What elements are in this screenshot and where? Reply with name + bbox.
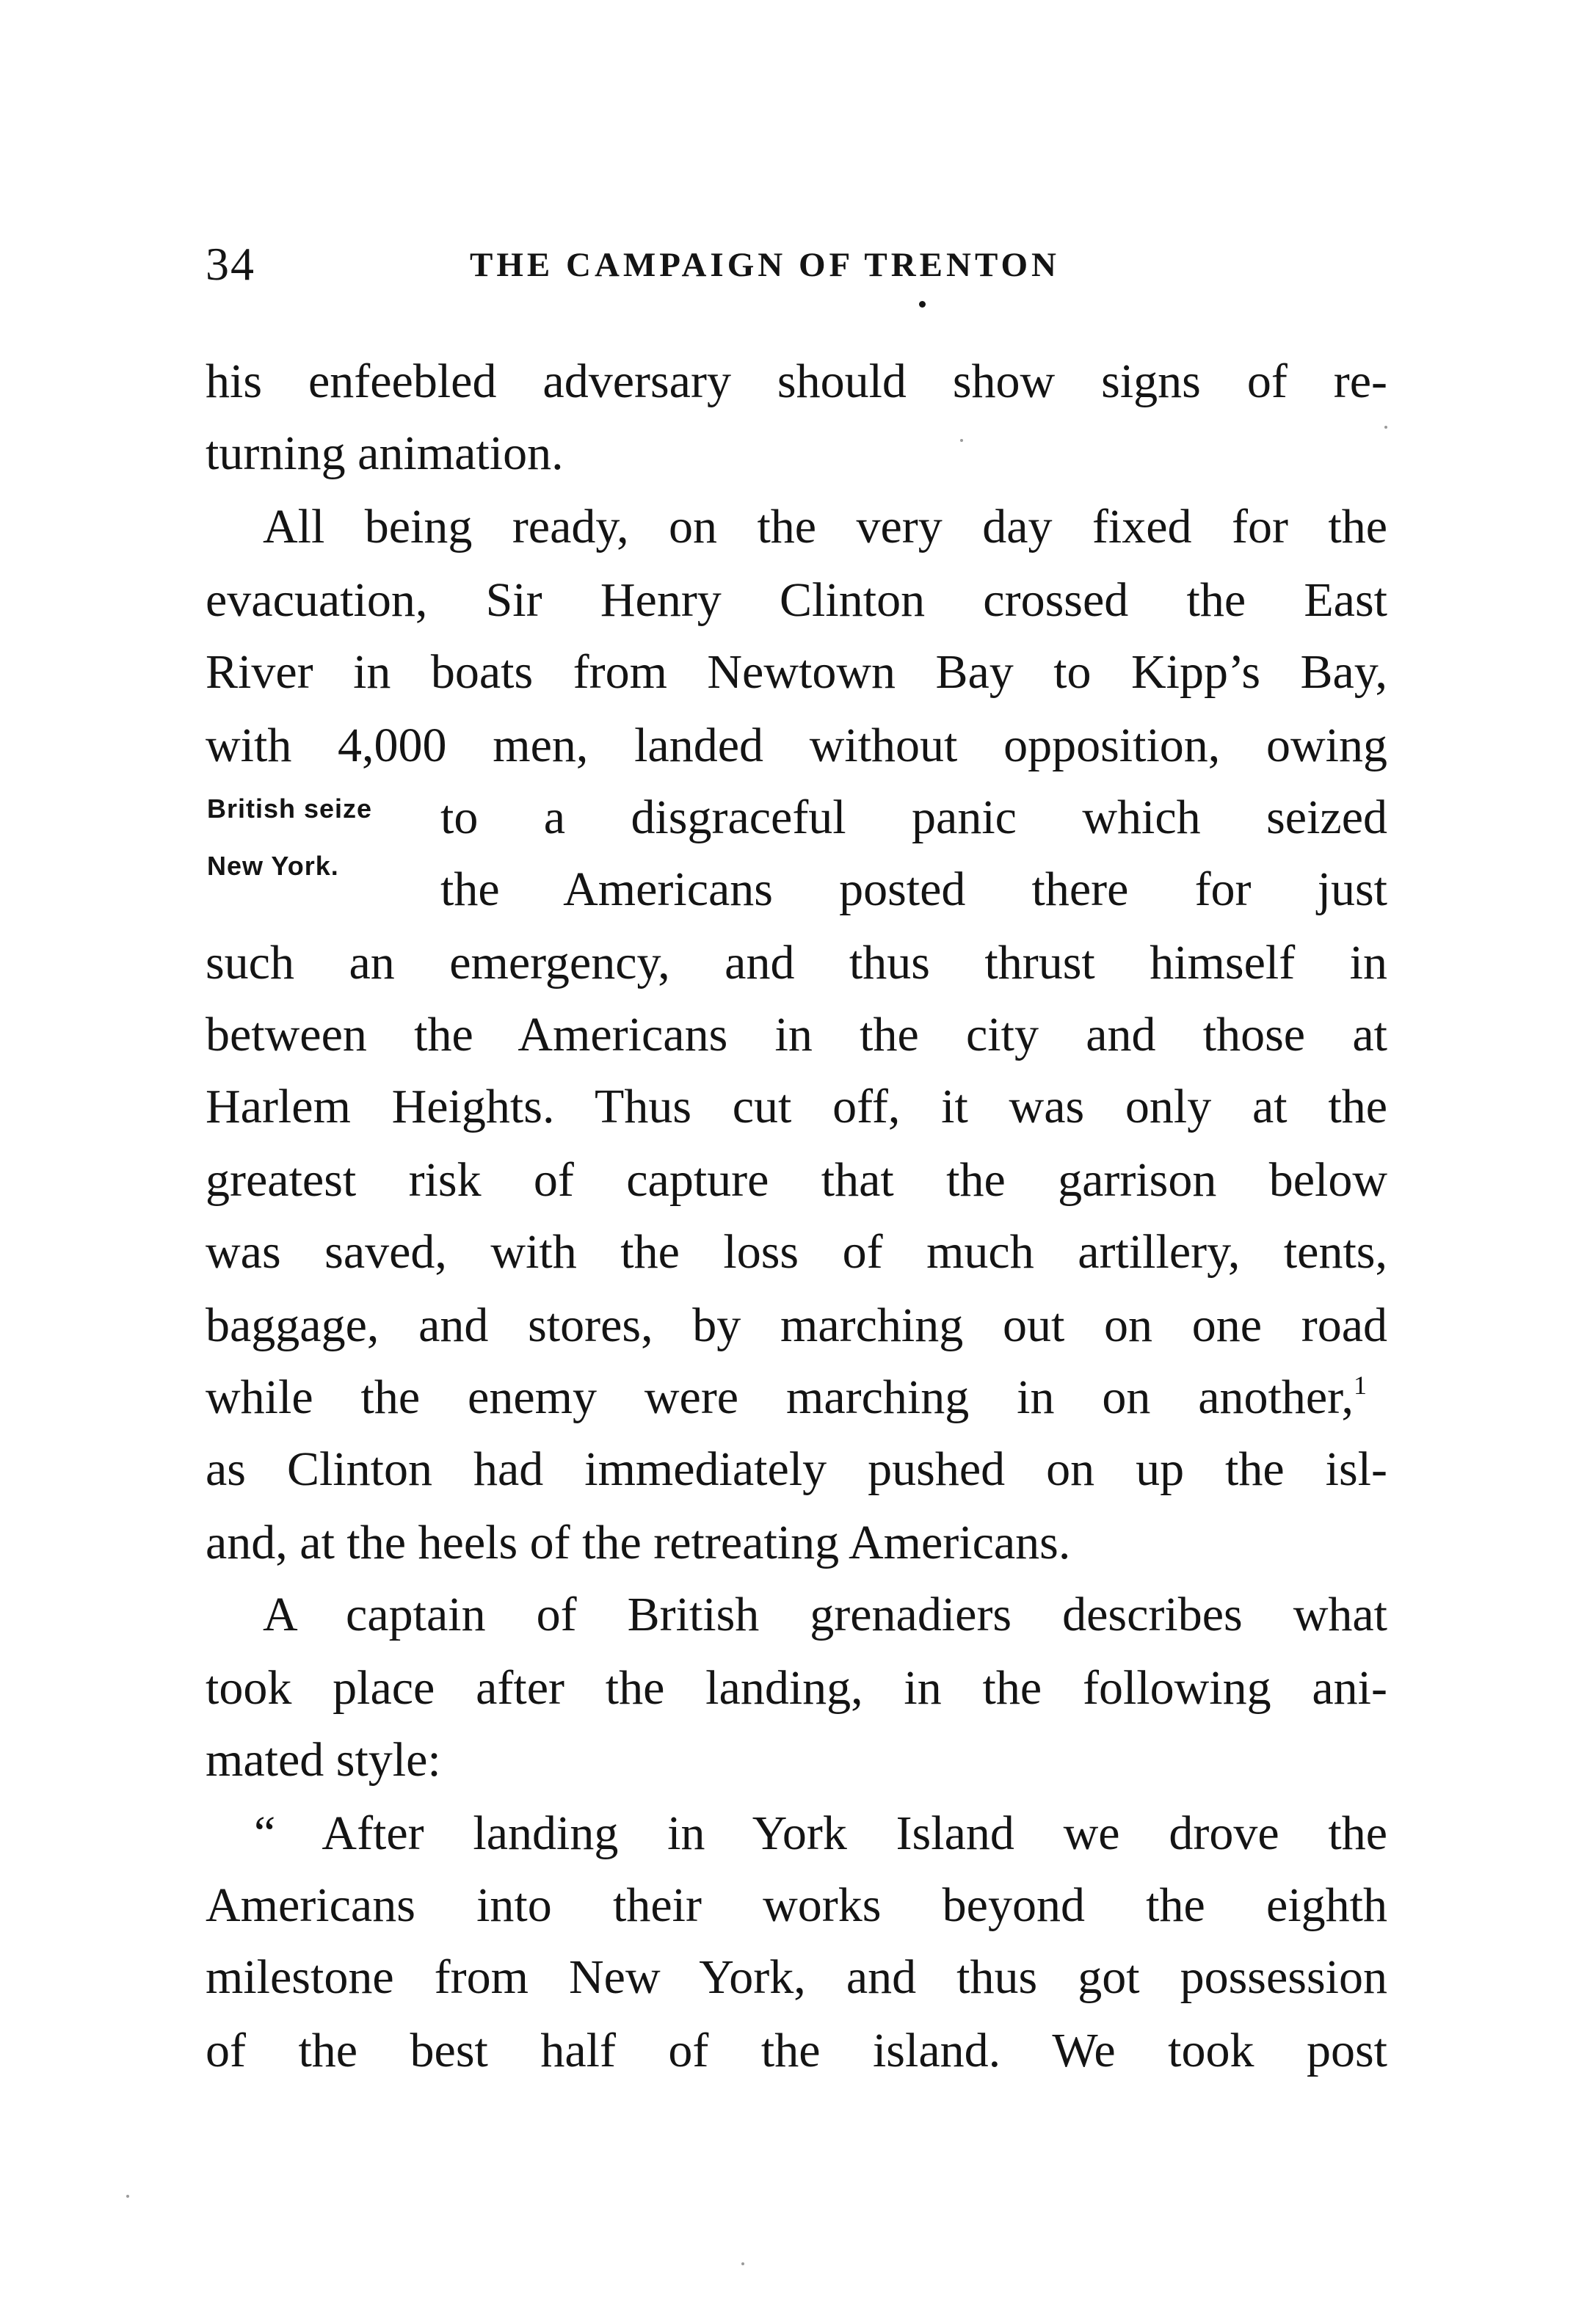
text-line-17: and, at the heels of the retreating Americans. (206, 1516, 1071, 1569)
text-line-15-content: while the enemy were marching in on another, (206, 1370, 1354, 1424)
text-line-3: All being ready, on the very day fixed for the (263, 500, 1387, 553)
text-line-21: “ After landing in York Island we drove the (254, 1806, 1387, 1860)
text-line-10: between the Americans in the city and those at (206, 1008, 1387, 1061)
text-line-18: A captain of British grenadiers describes what (263, 1588, 1387, 1641)
paper-speck (126, 2195, 129, 2198)
margin-note-line-1: British seize (207, 794, 373, 824)
text-line-16: as Clinton had immediately pushed on up the isl- (206, 1442, 1387, 1496)
page-number: 34 (206, 238, 255, 290)
text-line-15 (206, 1361, 1367, 1434)
footnote-marker: 1 (1354, 1370, 1367, 1400)
paper-speck (1384, 426, 1387, 429)
text-line-22: Americans into their works beyond the eighth (206, 1878, 1387, 1932)
text-line-6: with 4,000 men, landed without opposition, owing (206, 719, 1387, 772)
text-line-19: took place after the landing, in the following ani- (206, 1661, 1387, 1715)
running-title: THE CAMPAIGN OF TRENTON (470, 246, 1060, 284)
paper-speck (741, 2262, 744, 2265)
text-line-11: Harlem Heights. Thus cut off, it was only at the (206, 1080, 1387, 1133)
text-line-14: baggage, and stores, by marching out on one road (206, 1299, 1387, 1352)
text-line-2: turning animation. (206, 426, 564, 480)
text-line-24: of the best half of the island. We took post (206, 2024, 1387, 2077)
text-line-23: milestone from New York, and thus got possession (206, 1950, 1387, 2004)
text-line-9: such an emergency, and thus thrust himself in (206, 936, 1387, 989)
text-line-7: to a disgraceful panic which seized (440, 791, 1387, 844)
text-line-8: the Americans posted there for just (440, 863, 1387, 916)
text-line-20: mated style: (206, 1733, 441, 1787)
text-line-1: his enfeebled adversary should show signs of re- (206, 355, 1387, 408)
text-line-4: evacuation, Sir Henry Clinton crossed the East (206, 573, 1387, 627)
margin-note-line-2: New York. (207, 851, 339, 881)
text-line-12: greatest risk of capture that the garrison below (206, 1153, 1387, 1207)
header-dot (919, 301, 926, 308)
page-header (206, 235, 1380, 294)
text-line-13: was saved, with the loss of much artillery, tents, (206, 1225, 1387, 1279)
paper-speck (960, 439, 963, 442)
text-line-5: River in boats from Newtown Bay to Kipp’s Bay, (206, 645, 1387, 699)
